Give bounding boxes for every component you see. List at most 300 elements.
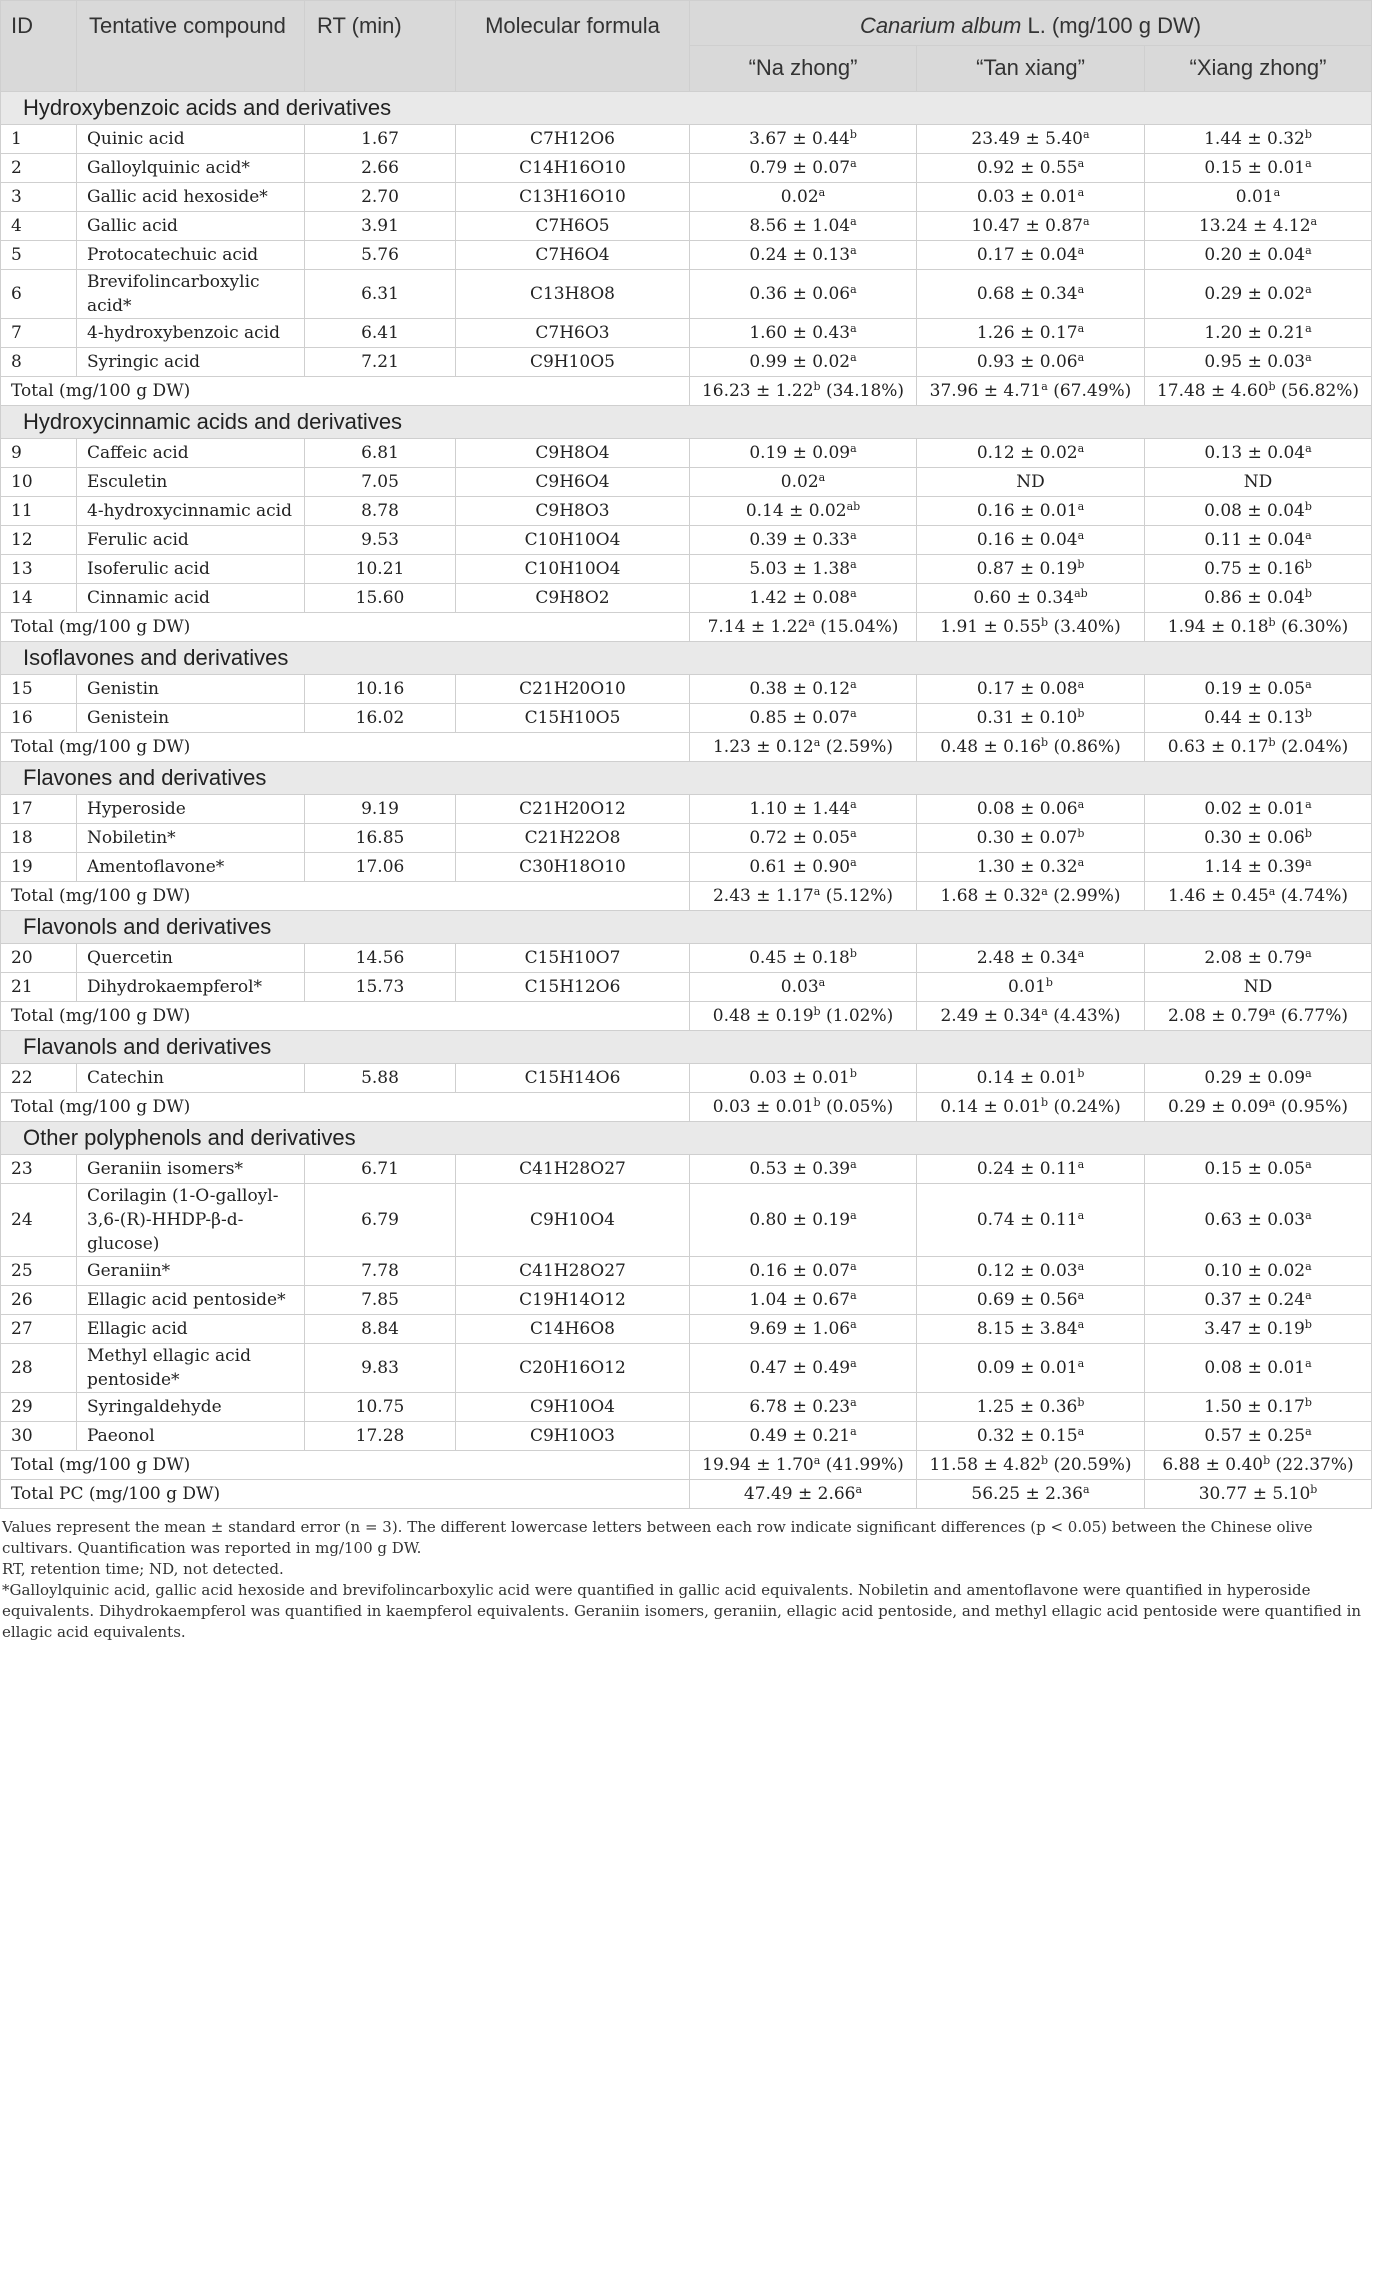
- value-text: 0.19 ± 0.09: [749, 443, 851, 463]
- significance-letter: b: [1077, 1067, 1085, 1080]
- significance-letter: a: [1077, 1425, 1085, 1438]
- molecular-formula: C14H6O8: [456, 1315, 690, 1344]
- percent-text: (67.49%): [1047, 381, 1132, 401]
- retention-time: 6.41: [305, 319, 456, 348]
- row-id: 30: [1, 1422, 77, 1451]
- significance-letter: a: [813, 1454, 821, 1467]
- row-id: 8: [1, 348, 77, 377]
- value-cell: [690, 1286, 917, 1315]
- value-cell: [1145, 704, 1372, 733]
- value-cell: [1145, 675, 1372, 704]
- row-id: 1: [1, 125, 77, 154]
- value-cell: [917, 526, 1145, 555]
- value-cell: [690, 1315, 917, 1344]
- value-cell: [917, 183, 1145, 212]
- value-text: 37.96 ± 4.71: [929, 381, 1042, 401]
- value-text: 8.56 ± 1.04: [749, 216, 851, 236]
- value-text: 0.74 ± 0.11: [976, 1210, 1078, 1230]
- section-title: Flavanols and derivatives: [1, 1031, 1372, 1064]
- value-text: 1.26 ± 0.17: [976, 323, 1078, 343]
- value-cell: [690, 944, 917, 973]
- value-cell: [690, 973, 917, 1002]
- significance-letter: b: [849, 128, 857, 141]
- value-cell: [1145, 348, 1372, 377]
- significance-letter: a: [1273, 186, 1281, 199]
- value-cell: [1145, 377, 1372, 406]
- retention-time: 9.53: [305, 526, 456, 555]
- retention-time: 16.85: [305, 824, 456, 853]
- value-text: 0.57 ± 0.25: [1204, 1426, 1306, 1446]
- value-cell: [690, 613, 917, 642]
- value-text: 0.31 ± 0.10: [976, 708, 1078, 728]
- row-id: 16: [1, 704, 77, 733]
- significance-letter: a: [1077, 529, 1085, 542]
- value-cell: [690, 853, 917, 882]
- value-text: 0.39 ± 0.33: [749, 530, 851, 550]
- row-id: 26: [1, 1286, 77, 1315]
- col-header-compound: Tentative compound: [77, 1, 305, 92]
- value-cell: [1145, 613, 1372, 642]
- compound-name: Caffeic acid: [77, 439, 305, 468]
- significance-letter: b: [1304, 707, 1312, 720]
- significance-letter: a: [1305, 947, 1312, 960]
- percent-text: (0.24%): [1048, 1097, 1121, 1117]
- value-text: ND: [1243, 472, 1273, 492]
- value-cell: [917, 468, 1145, 497]
- value-text: 0.47 ± 0.49: [749, 1358, 851, 1378]
- grand-total-label: Total PC (mg/100 g DW): [1, 1480, 690, 1509]
- value-cell: [690, 882, 917, 911]
- value-text: 0.87 ± 0.19: [976, 559, 1078, 579]
- value-text: 0.03: [780, 977, 819, 997]
- significance-letter: a: [1305, 1260, 1312, 1273]
- value-text: 0.45 ± 0.18: [749, 948, 850, 968]
- table-row: [1, 944, 1372, 973]
- total-label: Total (mg/100 g DW): [1, 1002, 690, 1031]
- significance-letter: b: [1045, 976, 1053, 989]
- table-row: [1, 584, 1372, 613]
- significance-letter: a: [1305, 529, 1312, 542]
- percent-text: (2.99%): [1047, 886, 1121, 906]
- value-cell: [1145, 1064, 1372, 1093]
- value-cell: [917, 853, 1145, 882]
- value-cell: [690, 270, 917, 319]
- value-text: 0.14 ± 0.02: [745, 501, 847, 521]
- row-id: 27: [1, 1315, 77, 1344]
- total-row: [1, 377, 1372, 406]
- significance-letter: a: [1305, 1158, 1312, 1171]
- row-id: 10: [1, 468, 77, 497]
- value-cell: [1145, 183, 1372, 212]
- value-cell: [690, 704, 917, 733]
- significance-letter: a: [1077, 283, 1085, 296]
- table-row: [1, 1184, 1372, 1257]
- compound-name: Ferulic acid: [77, 526, 305, 555]
- percent-text: (0.05%): [820, 1097, 894, 1117]
- value-cell: [1145, 882, 1372, 911]
- value-cell: [690, 377, 917, 406]
- significance-letter: b: [1041, 736, 1049, 749]
- value-cell: [690, 1393, 917, 1422]
- significance-letter: a: [1305, 1357, 1312, 1370]
- value-text: 0.69 ± 0.56: [976, 1290, 1078, 1310]
- row-id: 5: [1, 241, 77, 270]
- table-row: [1, 1393, 1372, 1422]
- significance-letter: a: [850, 1425, 857, 1438]
- molecular-formula: C9H6O4: [456, 468, 690, 497]
- section-header-row: [1, 406, 1372, 439]
- value-cell: [917, 1344, 1145, 1393]
- col-header-tan-xiang: “Tan xiang”: [917, 45, 1145, 91]
- section-title: Isoflavones and derivatives: [1, 642, 1372, 675]
- value-text: 23.49 ± 5.40: [971, 129, 1083, 149]
- retention-time: 10.21: [305, 555, 456, 584]
- compound-name: Syringaldehyde: [77, 1393, 305, 1422]
- retention-time: 5.88: [305, 1064, 456, 1093]
- table-row: [1, 526, 1372, 555]
- significance-letter: a: [1077, 1260, 1085, 1273]
- compound-name: Gallic acid: [77, 212, 305, 241]
- molecular-formula: C21H20O10: [456, 675, 690, 704]
- significance-letter: a: [1077, 856, 1085, 869]
- retention-time: 6.31: [305, 270, 456, 319]
- value-cell: [1145, 1393, 1372, 1422]
- section-title: Flavones and derivatives: [1, 762, 1372, 795]
- significance-letter: a: [1077, 186, 1085, 199]
- value-cell: [917, 348, 1145, 377]
- molecular-formula: C10H10O4: [456, 526, 690, 555]
- retention-time: 2.70: [305, 183, 456, 212]
- significance-letter: a: [850, 678, 857, 691]
- value-text: 0.72 ± 0.05: [749, 828, 851, 848]
- value-cell: [690, 795, 917, 824]
- col-header-rt: RT (min): [305, 1, 456, 92]
- molecular-formula: C30H18O10: [456, 853, 690, 882]
- molecular-formula: C10H10O4: [456, 555, 690, 584]
- value-text: 7.14 ± 1.22: [707, 617, 809, 637]
- significance-letter: a: [850, 798, 857, 811]
- value-cell: [917, 733, 1145, 762]
- table-row: [1, 1315, 1372, 1344]
- compound-name: Quinic acid: [77, 125, 305, 154]
- compound-name: Galloylquinic acid*: [77, 154, 305, 183]
- significance-letter: a: [1077, 1357, 1085, 1370]
- molecular-formula: C7H6O3: [456, 319, 690, 348]
- significance-letter: a: [1305, 1425, 1312, 1438]
- molecular-formula: C9H10O4: [456, 1393, 690, 1422]
- value-text: 0.38 ± 0.12: [749, 679, 851, 699]
- significance-letter: a: [850, 215, 857, 228]
- value-cell: [690, 555, 917, 584]
- significance-letter: a: [808, 616, 815, 629]
- value-text: 1.14 ± 0.39: [1204, 857, 1306, 877]
- significance-letter: a: [1083, 128, 1090, 141]
- value-text: 0.02 ± 0.01: [1204, 799, 1306, 819]
- value-cell: [917, 154, 1145, 183]
- retention-time: 9.19: [305, 795, 456, 824]
- row-id: 22: [1, 1064, 77, 1093]
- retention-time: 8.84: [305, 1315, 456, 1344]
- value-text: 0.99 ± 0.02: [749, 352, 851, 372]
- row-id: 29: [1, 1393, 77, 1422]
- value-cell: [690, 212, 917, 241]
- significance-letter: b: [1304, 1396, 1312, 1409]
- significance-letter: a: [1077, 322, 1085, 335]
- value-cell: [1145, 270, 1372, 319]
- significance-letter: a: [1077, 678, 1085, 691]
- value-cell: [690, 1480, 917, 1509]
- value-cell: [1145, 125, 1372, 154]
- molecular-formula: C15H10O7: [456, 944, 690, 973]
- percent-text: (0.86%): [1048, 737, 1121, 757]
- table-row: [1, 319, 1372, 348]
- value-text: 0.53 ± 0.39: [749, 1159, 851, 1179]
- significance-letter: a: [1305, 1067, 1312, 1080]
- significance-letter: a: [850, 1209, 857, 1222]
- value-text: 0.02: [780, 472, 819, 492]
- value-cell: [917, 613, 1145, 642]
- value-text: 1.46 ± 0.45: [1168, 886, 1269, 906]
- section-header-row: [1, 911, 1372, 944]
- value-cell: [1145, 1344, 1372, 1393]
- compound-name: Methyl ellagic acid pentoside*: [77, 1344, 305, 1393]
- value-cell: [917, 1422, 1145, 1451]
- retention-time: 14.56: [305, 944, 456, 973]
- compound-name: Geraniin isomers*: [77, 1155, 305, 1184]
- value-text: 0.20 ± 0.04: [1204, 245, 1306, 265]
- value-cell: [690, 1451, 917, 1480]
- value-cell: [917, 1184, 1145, 1257]
- molecular-formula: C41H28O27: [456, 1257, 690, 1286]
- table-row: [1, 853, 1372, 882]
- table-row: [1, 125, 1372, 154]
- table-row: [1, 1286, 1372, 1315]
- row-id: 11: [1, 497, 77, 526]
- row-id: 7: [1, 319, 77, 348]
- value-text: 2.49 ± 0.34: [940, 1006, 1042, 1026]
- value-text: 1.94 ± 0.18: [1167, 617, 1269, 637]
- value-text: 47.49 ± 2.66: [743, 1484, 856, 1504]
- section-header-row: [1, 762, 1372, 795]
- value-text: 0.75 ± 0.16: [1204, 559, 1305, 579]
- value-cell: [690, 1002, 917, 1031]
- value-text: 0.92 ± 0.55: [976, 158, 1078, 178]
- compound-name: Syringic acid: [77, 348, 305, 377]
- molecular-formula: C15H10O5: [456, 704, 690, 733]
- retention-time: 16.02: [305, 704, 456, 733]
- value-cell: [1145, 1422, 1372, 1451]
- row-id: 21: [1, 973, 77, 1002]
- section-title: Flavonols and derivatives: [1, 911, 1372, 944]
- molecular-formula: C21H20O12: [456, 795, 690, 824]
- table-row: [1, 183, 1372, 212]
- value-text: 2.43 ± 1.17: [712, 886, 814, 906]
- significance-letter: a: [850, 1289, 857, 1302]
- value-text: 0.61 ± 0.90: [749, 857, 851, 877]
- table-row: [1, 1155, 1372, 1184]
- value-text: 10.47 ± 0.87: [971, 216, 1083, 236]
- retention-time: 7.85: [305, 1286, 456, 1315]
- value-text: 19.94 ± 1.70: [702, 1455, 814, 1475]
- value-cell: [690, 1093, 917, 1122]
- table-row: [1, 704, 1372, 733]
- value-cell: [917, 439, 1145, 468]
- molecular-formula: C41H28O27: [456, 1155, 690, 1184]
- retention-time: 17.28: [305, 1422, 456, 1451]
- percent-text: (4.74%): [1275, 886, 1349, 906]
- section-title: Hydroxycinnamic acids and derivatives: [1, 406, 1372, 439]
- value-cell: [1145, 526, 1372, 555]
- total-label: Total (mg/100 g DW): [1, 377, 690, 406]
- compound-name: Brevifolincarboxylic acid*: [77, 270, 305, 319]
- value-cell: [1145, 555, 1372, 584]
- retention-time: 10.75: [305, 1393, 456, 1422]
- molecular-formula: C9H8O4: [456, 439, 690, 468]
- table-row: [1, 555, 1372, 584]
- table-row: [1, 439, 1372, 468]
- retention-time: 2.66: [305, 154, 456, 183]
- total-row: [1, 882, 1372, 911]
- col-header-cultivar-group: [690, 1, 1372, 46]
- footnote: *Galloylquinic acid, gallic acid hexoside and brevifolincarboxylic acid were quantified in gallic acid equivalents. Nobiletin and amentoflavone were quantified in hyperoside equivalents. Dihydrokaempferol was quantified in kaempferol equivalents. Geraniin isomers, geraniin, ellagic acid pentoside, and methyl ellagic acid pentoside were quantified in ellagic acid equivalents.: [2, 1581, 1362, 1641]
- value-cell: [1145, 944, 1372, 973]
- value-cell: [690, 1155, 917, 1184]
- molecular-formula: C19H14O12: [456, 1286, 690, 1315]
- significance-letter: a: [1077, 1209, 1085, 1222]
- header-row: [1, 1, 1372, 46]
- value-text: 1.50 ± 0.17: [1204, 1397, 1305, 1417]
- significance-letter: b: [1304, 500, 1312, 513]
- section-header-row: [1, 1031, 1372, 1064]
- significance-letter: a: [813, 885, 821, 898]
- value-text: 1.04 ± 0.67: [749, 1290, 851, 1310]
- row-id: 25: [1, 1257, 77, 1286]
- value-cell: [1145, 1093, 1372, 1122]
- total-label: Total (mg/100 g DW): [1, 613, 690, 642]
- total-row: [1, 733, 1372, 762]
- percent-text: (2.04%): [1275, 737, 1349, 757]
- section-header-row: [1, 642, 1372, 675]
- significance-letter: b: [1268, 380, 1276, 393]
- value-cell: [917, 1480, 1145, 1509]
- value-cell: [1145, 584, 1372, 613]
- value-cell: [690, 824, 917, 853]
- value-cell: [690, 183, 917, 212]
- value-cell: [917, 824, 1145, 853]
- value-text: 0.11 ± 0.04: [1204, 530, 1306, 550]
- significance-letter: a: [850, 529, 857, 542]
- value-text: 0.19 ± 0.05: [1204, 679, 1306, 699]
- molecular-formula: C15H14O6: [456, 1064, 690, 1093]
- value-text: 0.03 ± 0.01: [976, 187, 1078, 207]
- retention-time: 7.21: [305, 348, 456, 377]
- significance-letter: a: [850, 283, 857, 296]
- value-text: 0.01: [1008, 977, 1046, 997]
- value-cell: [1145, 824, 1372, 853]
- value-text: 0.32 ± 0.15: [976, 1426, 1078, 1446]
- value-text: ND: [1016, 472, 1045, 492]
- value-text: 0.17 ± 0.04: [976, 245, 1078, 265]
- significance-letter: a: [850, 442, 857, 455]
- value-text: 0.15 ± 0.01: [1204, 158, 1306, 178]
- significance-letter: a: [1268, 1096, 1276, 1109]
- significance-letter: b: [1304, 1318, 1312, 1331]
- significance-letter: a: [1305, 322, 1312, 335]
- value-cell: [1145, 1480, 1372, 1509]
- value-text: 0.63 ± 0.17: [1167, 737, 1269, 757]
- compound-name: Cinnamic acid: [77, 584, 305, 613]
- value-text: 0.16 ± 0.07: [749, 1261, 851, 1281]
- compound-name: Hyperoside: [77, 795, 305, 824]
- value-text: 0.09 ± 0.01: [976, 1358, 1078, 1378]
- value-cell: [917, 497, 1145, 526]
- row-id: 12: [1, 526, 77, 555]
- value-text: 0.29 ± 0.02: [1204, 284, 1306, 304]
- retention-time: 3.91: [305, 212, 456, 241]
- molecular-formula: C9H8O2: [456, 584, 690, 613]
- significance-letter: a: [850, 707, 857, 720]
- value-cell: [1145, 1257, 1372, 1286]
- value-cell: [690, 154, 917, 183]
- value-cell: [917, 270, 1145, 319]
- value-cell: [690, 1344, 917, 1393]
- significance-letter: b: [1077, 558, 1085, 571]
- row-id: 15: [1, 675, 77, 704]
- row-id: 24: [1, 1184, 77, 1257]
- value-text: 0.49 ± 0.21: [749, 1426, 851, 1446]
- molecular-formula: C13H8O8: [456, 270, 690, 319]
- value-text: 0.14 ± 0.01: [940, 1097, 1042, 1117]
- molecular-formula: C9H10O5: [456, 348, 690, 377]
- table-row: [1, 154, 1372, 183]
- value-text: 1.68 ± 0.32: [940, 886, 1042, 906]
- significance-letter: a: [1268, 1005, 1276, 1018]
- value-text: 0.85 ± 0.07: [749, 708, 851, 728]
- value-cell: [1145, 212, 1372, 241]
- percent-text: (6.30%): [1275, 617, 1349, 637]
- molecular-formula: C9H10O4: [456, 1184, 690, 1257]
- total-row: [1, 613, 1372, 642]
- significance-letter: b: [849, 1067, 857, 1080]
- value-text: 11.58 ± 4.82: [929, 1455, 1042, 1475]
- total-label: Total (mg/100 g DW): [1, 1093, 690, 1122]
- value-text: 1.23 ± 0.12: [712, 737, 814, 757]
- compound-name: Dihydrokaempferol*: [77, 973, 305, 1002]
- significance-letter: a: [1305, 1209, 1312, 1222]
- compound-name: Geraniin*: [77, 1257, 305, 1286]
- value-text: 2.48 ± 0.34: [976, 948, 1078, 968]
- value-cell: [690, 1257, 917, 1286]
- molecular-formula: C13H16O10: [456, 183, 690, 212]
- value-cell: [1145, 973, 1372, 1002]
- value-cell: [917, 377, 1145, 406]
- value-text: 3.67 ± 0.44: [749, 129, 850, 149]
- value-cell: [690, 348, 917, 377]
- value-text: 0.93 ± 0.06: [976, 352, 1078, 372]
- percent-text: (4.43%): [1047, 1006, 1121, 1026]
- significance-letter: a: [1305, 351, 1312, 364]
- value-cell: [690, 1184, 917, 1257]
- compound-name: Quercetin: [77, 944, 305, 973]
- value-cell: [1145, 468, 1372, 497]
- col-header-na-zhong: “Na zhong”: [690, 45, 917, 91]
- value-cell: [917, 944, 1145, 973]
- value-text: 0.10 ± 0.02: [1204, 1261, 1306, 1281]
- table-row: [1, 795, 1372, 824]
- retention-time: 1.67: [305, 125, 456, 154]
- value-cell: [690, 241, 917, 270]
- value-cell: [690, 584, 917, 613]
